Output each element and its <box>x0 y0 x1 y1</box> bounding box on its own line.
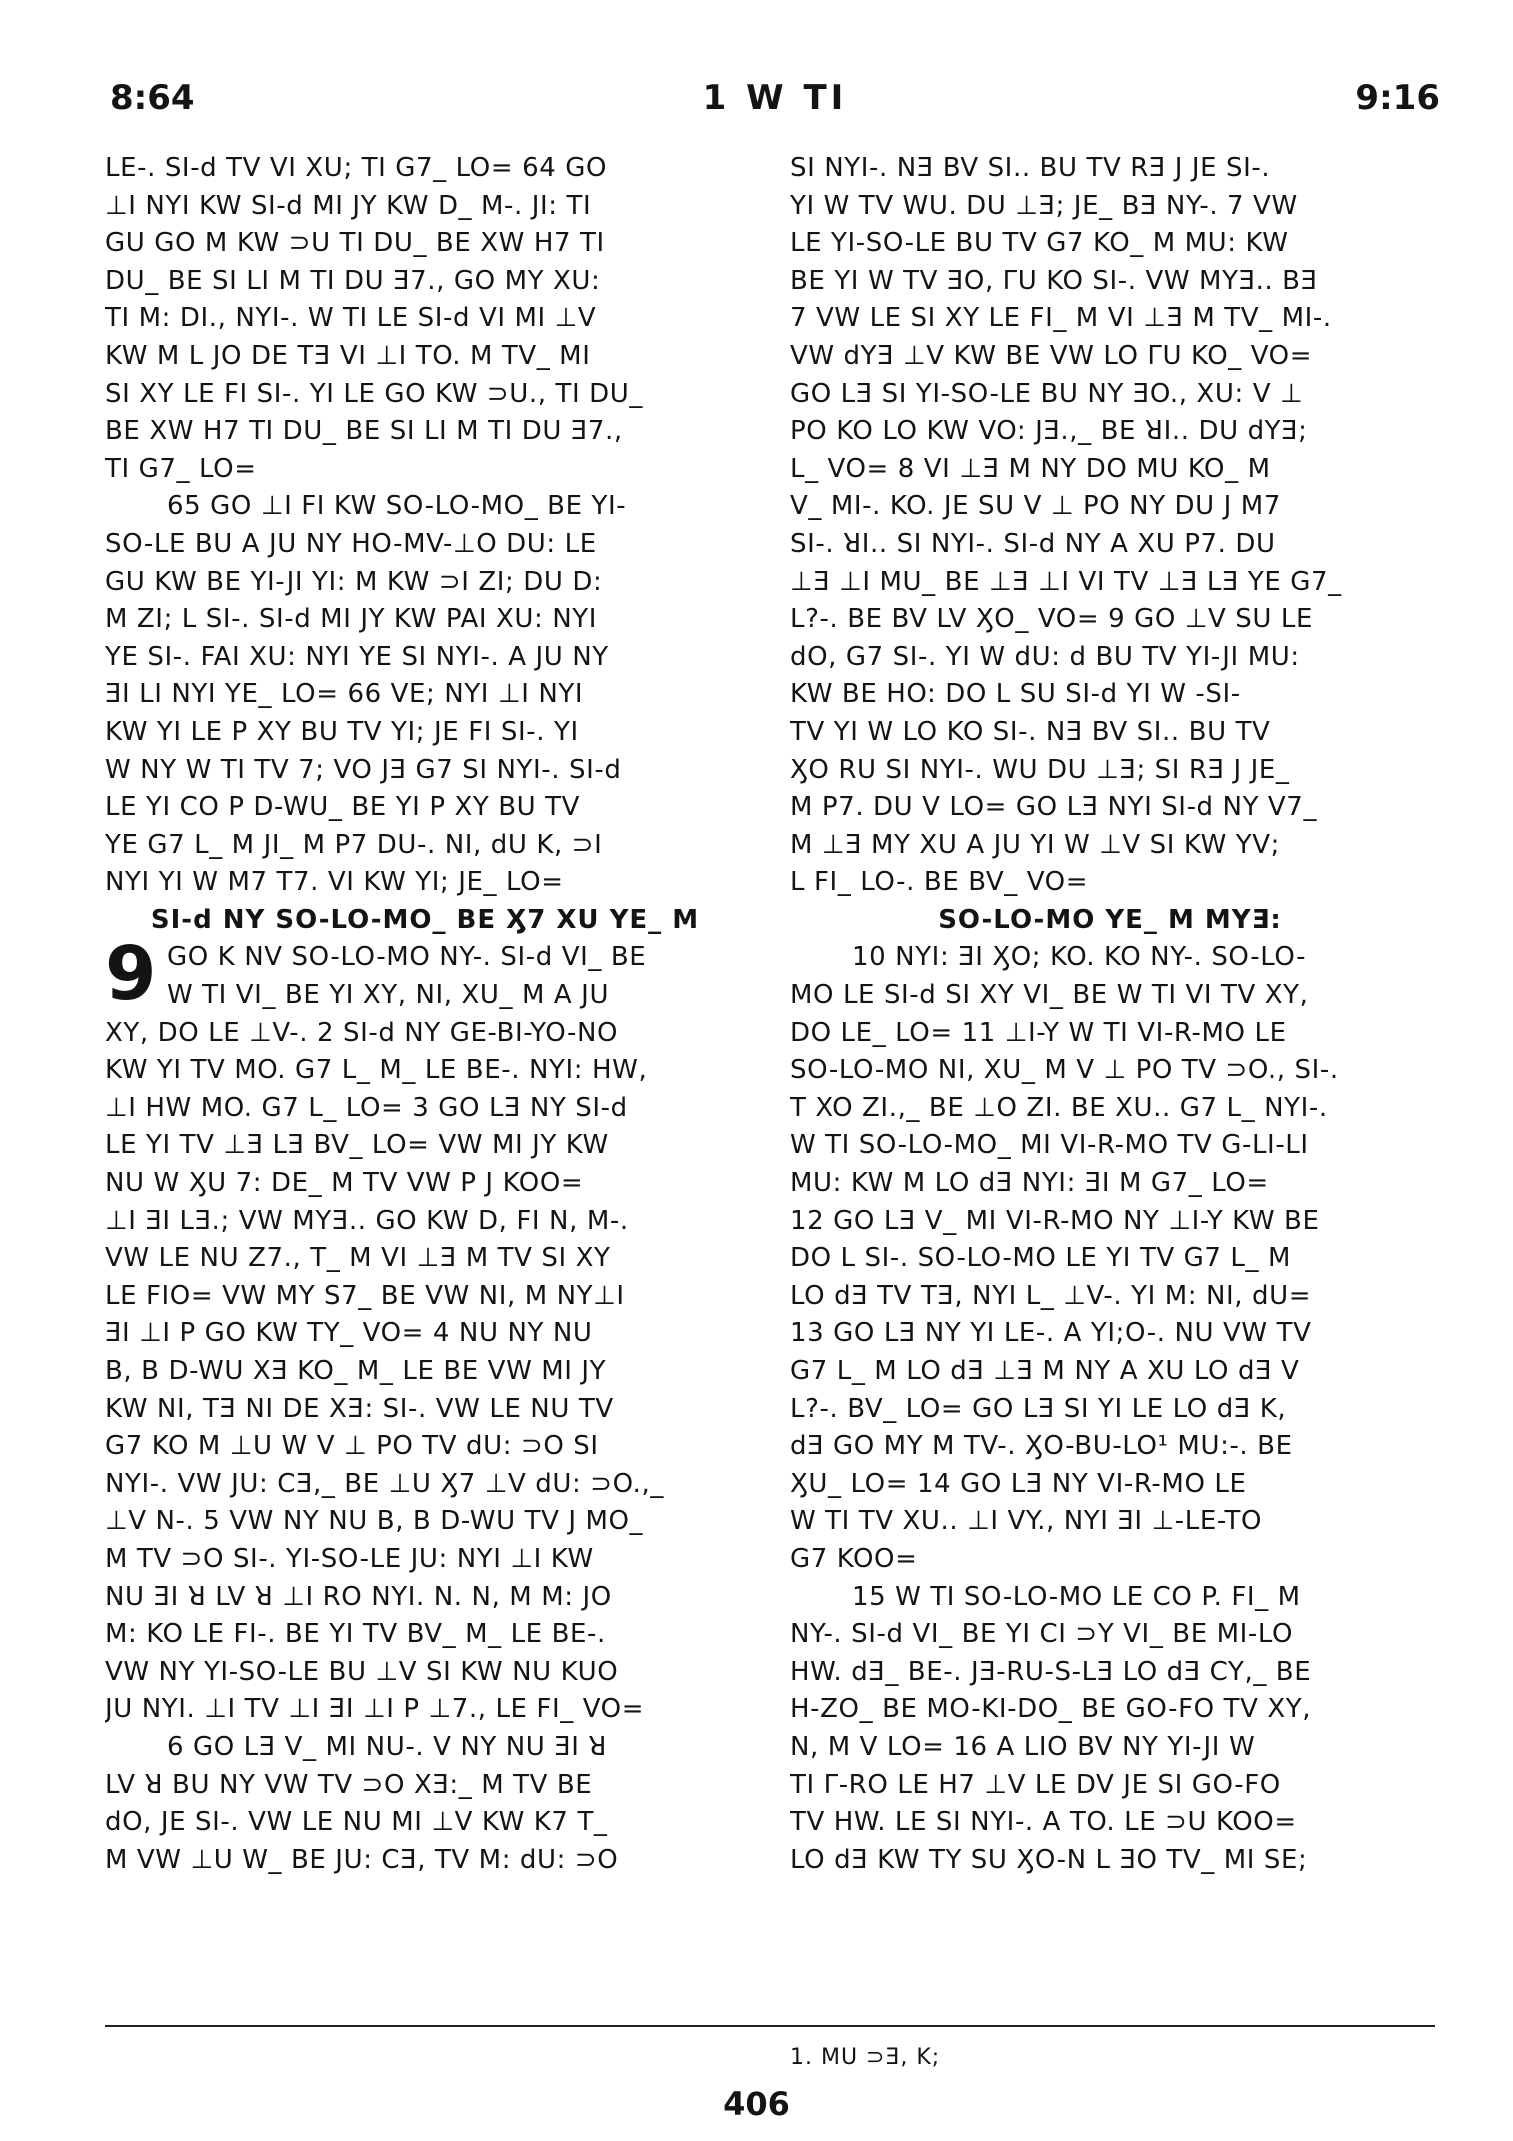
text-line: N, M V LO= 16 A LIO BV NY YI-JI W <box>790 1731 1256 1762</box>
text-line: G7 KO M ⊥U W V ⊥ PO TV dU: ⊃O SI <box>105 1431 599 1462</box>
text-line: DO LE_ LO= 11 ⊥I-Y W TI VI-R-MO LE <box>790 1017 1287 1048</box>
text-line: SO-LE BU A JU NY HO-MV-⊥O DU: LE <box>105 528 597 559</box>
text-line: MO LE SI-d SI XY VI_ BE W TI VI TV XY, <box>790 980 1309 1011</box>
text-line: XY, DO LE ⊥V-. 2 SI-d NY GE-BI-YO-NO <box>105 1017 619 1048</box>
footnote-divider <box>105 2025 1435 2027</box>
text-line: LV ꓤ BU NY VW TV ⊃O XƎ:_ M TV BE <box>105 1769 593 1800</box>
text-line: YE SI-. FAI XU: NYI YE SI NYI-. A JU NY <box>105 641 609 672</box>
footnote: 1. MU ⊃Ǝ, K; <box>790 2045 941 2070</box>
text-line: L?-. BE BV LV ӼO_ VO= 9 GO ⊥V SU LE <box>790 604 1313 635</box>
text-line: ƎI LI NYI YE_ LO= 66 VE; NYI ⊥I NYI <box>105 679 584 710</box>
text-line: dO, JE SI-. VW LE NU MI ⊥V KW K7 T_ <box>105 1807 608 1838</box>
text-line: M VW ⊥U W_ BE JU: CƎ, TV M: dU: ⊃O <box>105 1844 619 1875</box>
text-line: L FI_ LO-. BE BV_ VO= <box>790 867 1089 898</box>
text-line: DO L SI-. SO-LO-MO LE YI TV G7 L_ M <box>790 1243 1292 1274</box>
text-line: GU KW BE YI-JI YI: M KW ⊃I ZI; DU D: <box>105 566 603 597</box>
text-line: SI-. ꓤI.. SI NYI-. SI-d NY A XU P7. DU <box>790 528 1276 559</box>
text-line: W TI VI_ BE YI XY, NI, XU_ M A JU <box>167 980 610 1011</box>
text-line: SI XY LE FI SI-. YI LE GO KW ⊃U., TI DU_ <box>105 378 643 409</box>
text-line: M TV ⊃O SI-. YI-SO-LE JU: NYI ⊥I KW <box>105 1543 594 1574</box>
text-line: KW NI, TƎ NI DE XƎ: SI-. VW LE NU TV <box>105 1393 614 1424</box>
text-line: LE-. SI-d TV VI XU; TI G7_ LO= 64 GO <box>105 153 608 183</box>
text-line: T XO ZI.,_ BE ⊥O ZI. BE XU.. G7 L_ NYI-. <box>790 1092 1328 1123</box>
text-line: M P7. DU V LO= GO LƎ NYI SI-d NY V7_ <box>790 792 1318 823</box>
text-line: W TI TV XU.. ⊥I VY., NYI ƎI ⊥-LE-TO <box>790 1506 1263 1537</box>
text-line: LO dƎ KW TY SU ӼO-N L ƎO TV_ MI SE; <box>790 1844 1308 1875</box>
text-line: W NY W TI TV 7; VO JƎ G7 SI NYI-. SI-d <box>105 754 622 785</box>
chapter-number-dropcap: 9 <box>105 931 157 1018</box>
text-line: ⊥I HW MO. G7 L_ LO= 3 GO LƎ NY SI-d <box>105 1092 628 1123</box>
text-line: ӼO RU SI NYI-. WU DU ⊥Ǝ; SI RƎ J JE_ <box>790 754 1290 785</box>
text-line: LE YI CO P D-WU_ BE YI P XY BU TV <box>105 792 581 823</box>
text-line: VW dYƎ ⊥V KW BE VW LO ΓU KO_ VO= <box>790 340 1313 371</box>
text-line: VW NY YI-SO-LE BU ⊥V SI KW NU KUO <box>105 1656 619 1687</box>
text-line: VW LE NU Z7., T_ M VI ⊥Ǝ M TV SI XY <box>105 1243 611 1274</box>
header-verse-end: 9:16 <box>1355 78 1440 118</box>
text-line: L_ VO= 8 VI ⊥Ǝ M NY DO MU KO_ M <box>790 453 1271 484</box>
text-line: SI NYI-. NƎ BV SI.. BU TV RƎ J JE SI-. <box>790 153 1271 183</box>
text-line: MU: KW M LO dƎ NYI: ƎI M G7_ LO= <box>790 1168 1269 1199</box>
text-line: GO LƎ SI YI-SO-LE BU NY ƎO., XU: V ⊥ <box>790 378 1304 409</box>
text-line: 7 VW LE SI XY LE FI_ M VI ⊥Ǝ M TV_ MI-. <box>790 303 1332 334</box>
text-line: KW YI TV MO. G7 L_ M_ LE BE-. NYI: HW, <box>105 1055 648 1086</box>
text-line: ⊥I NYI KW SI-d MI JY KW D_ M-. JI: TI <box>105 190 592 221</box>
text-line: NY-. SI-d VI_ BE YI CI ⊃Y VI_ BE MI-LO <box>790 1619 1294 1650</box>
text-line: ⊥V N-. 5 VW NY NU B, B D-WU TV J MO_ <box>105 1506 644 1537</box>
text-line: M: KO LE FI-. BE YI TV BV_ M_ LE BE-. <box>105 1619 606 1650</box>
text-line: L?-. BV_ LO= GO LƎ SI YI LE LO dƎ K, <box>790 1393 1287 1424</box>
text-line: BE XW H7 TI DU_ BE SI LI M TI DU Ǝ7., <box>105 416 623 447</box>
text-line: HW. dƎ_ BE-. JƎ-RU-S-LƎ LO dƎ CY,_ BE <box>790 1656 1312 1687</box>
text-line: YE G7 L_ M JI_ M P7 DU-. NI, dU K, ⊃I <box>105 829 603 860</box>
text-line: 65 GO ⊥I FI KW SO-LO-MO_ BE YI- <box>167 491 627 522</box>
right-text-column <box>790 150 1430 1879</box>
text-line: PO KO LO KW VO: JƎ.,_ BE ꓤI.. DU dYƎ; <box>790 416 1308 447</box>
text-line: NYI-. VW JU: CƎ,_ BE ⊥U Ӽ7 ⊥V dU: ⊃O.,_ <box>105 1468 664 1499</box>
page-number: 406 <box>723 2085 790 2123</box>
text-line: TI M: DI., NYI-. W TI LE SI-d VI MI ⊥V <box>105 303 597 334</box>
text-line: KW BE HO: DO L SU SI-d YI W -SI- <box>790 679 1241 710</box>
page-header <box>110 78 1440 128</box>
text-line: LE YI TV ⊥Ǝ LƎ BV_ LO= VW MI JY KW <box>105 1130 609 1161</box>
text-line: ⊥I ƎI LƎ.; VW MYƎ.. GO KW D, FI N, M-. <box>105 1205 629 1236</box>
text-line: ƎI ⊥I P GO KW TY_ VO= 4 NU NY NU <box>105 1318 593 1349</box>
text-line: V_ MI-. KO. JE SU V ⊥ PO NY DU J M7 <box>790 491 1281 522</box>
text-line: LO dƎ TV TƎ, NYI L_ ⊥V-. YI M: NI, dU= <box>790 1280 1312 1311</box>
text-line: NU W ӼU 7: DE_ M TV VW P J KOO= <box>105 1168 584 1199</box>
text-line: 6 GO LƎ V_ MI NU-. V NY NU ƎI ꓤ <box>167 1731 608 1762</box>
text-line: KW YI LE P XY BU TV YI; JE FI SI-. YI <box>105 716 579 747</box>
text-line: 15 W TI SO-LO-MO LE CO P. FI_ M <box>852 1581 1301 1612</box>
text-line: JU NYI. ⊥I TV ⊥I ƎI ⊥I P ⊥7., LE FI_ VO= <box>105 1694 645 1725</box>
text-line: DU_ BE SI LI M TI DU Ǝ7., GO MY XU: <box>105 265 601 296</box>
text-line: M ZI; L SI-. SI-d MI JY KW PAI XU: NYI <box>105 604 598 635</box>
text-line: SO-LO-MO NI, XU_ M V ⊥ PO TV ⊃O., SI-. <box>790 1055 1339 1086</box>
text-line: G7 KOO= <box>790 1543 918 1574</box>
text-line: NU ƎI ꓤ LV ꓤ ⊥I RO NYI. N. N, M M: JO <box>105 1581 612 1612</box>
header-verse-start: 8:64 <box>110 78 195 118</box>
text-line: LE FIO= VW MY S7_ BE VW NI, M NY⊥I <box>105 1280 625 1311</box>
header-book-title: 1 W TI <box>702 78 848 118</box>
text-line: dƎ GO MY M TV-. ӼO-BU-LO¹ MU:-. BE <box>790 1431 1293 1462</box>
text-line: G7 L_ M LO dƎ ⊥Ǝ M NY A XU LO dƎ V <box>790 1356 1300 1386</box>
text-line: H-ZO_ BE MO-KI-DO_ BE GO-FO TV XY, <box>790 1694 1312 1725</box>
text-line: BE YI W TV ƎO, ΓU KO SI-. VW MYƎ.. BƎ <box>790 265 1318 296</box>
text-line: 10 NYI: ƎI ӼO; KO. KO NY-. SO-LO- <box>852 942 1307 973</box>
text-line: 13 GO LƎ NY YI LE-. A YI;O-. NU VW TV <box>790 1318 1312 1349</box>
text-line: dO, G7 SI-. YI W dU: d BU TV YI-JI MU: <box>790 641 1300 672</box>
text-line: M ⊥Ǝ MY XU A JU YI W ⊥V SI KW YV; <box>790 829 1280 860</box>
text-line: ӼU_ LO= 14 GO LƎ NY VI-R-MO LE <box>790 1468 1247 1499</box>
text-line: 12 GO LƎ V_ MI VI-R-MO NY ⊥I-Y KW BE <box>790 1205 1320 1236</box>
text-line: NYI YI W M7 T7. VI KW YI; JE_ LO= <box>105 867 564 898</box>
text-line: GO K NV SO-LO-MO NY-. SI-d VI_ BE <box>167 942 647 973</box>
section-heading: SO-LO-MO YE_ M MYƎ: <box>938 904 1282 935</box>
left-text-column <box>105 150 745 1879</box>
text-line: TI G7_ LO= <box>105 453 257 484</box>
text-line: KW M L JO DE TƎ VI ⊥I TO. M TV_ MI <box>105 340 591 371</box>
text-line: GU GO M KW ⊃U TI DU_ BE XW H7 TI <box>105 228 605 259</box>
section-heading: SI-d NY SO-LO-MO_ BE Ӽ7 XU YE_ M <box>150 904 700 935</box>
text-line: TV HW. LE SI NYI-. A TO. LE ⊃U KOO= <box>790 1807 1297 1838</box>
text-line: TI Γ-RO LE H7 ⊥V LE DV JE SI GO-FO <box>790 1769 1281 1800</box>
text-line: W TI SO-LO-MO_ MI VI-R-MO TV G-LI-LI <box>790 1130 1309 1161</box>
text-line: ⊥Ǝ ⊥I MU_ BE ⊥Ǝ ⊥I VI TV ⊥Ǝ LƎ YE G7_ <box>790 566 1342 597</box>
text-line: B, B D-WU XƎ KO_ M_ LE BE VW MI JY <box>105 1356 607 1386</box>
text-line: TV YI W LO KO SI-. NƎ BV SI.. BU TV <box>790 716 1271 747</box>
text-line: LE YI-SO-LE BU TV G7 KO_ M MU: KW <box>790 228 1289 259</box>
text-line: YI W TV WU. DU ⊥Ǝ; JE_ BƎ NY-. 7 VW <box>790 190 1298 221</box>
